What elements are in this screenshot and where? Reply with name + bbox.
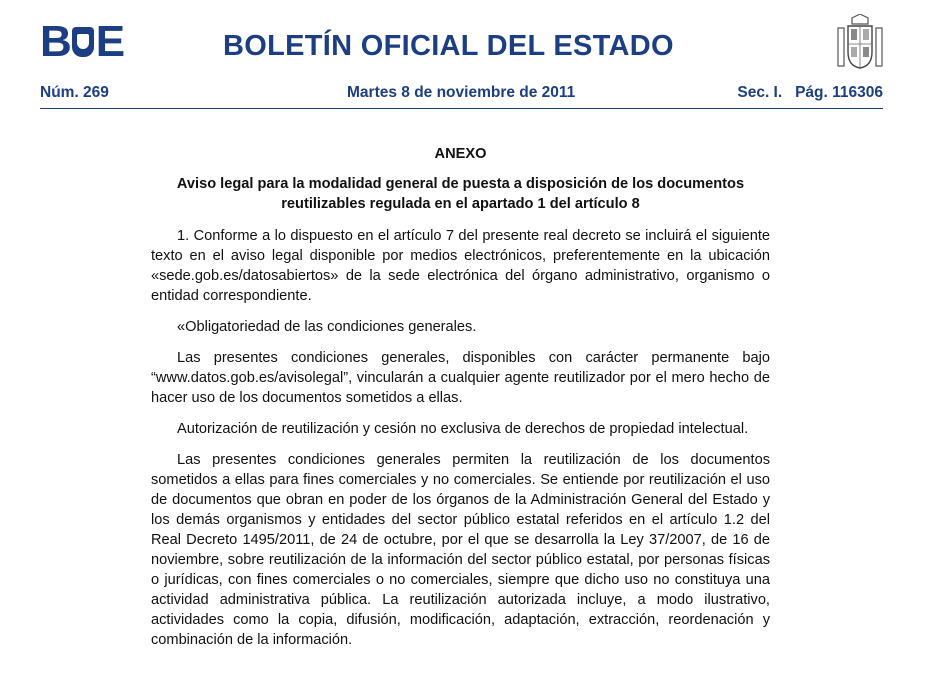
paragraph: Las presentes condiciones generales, disponibles con carácter permanente bajo “www.datos.gob.es/avisolegal”, vincularán a cualquier agente reutilizador por el mero hecho de hacer uso de los documentos sometidos a ellas.	[151, 350, 770, 406]
paragraph: Las presentes condiciones generales permiten la reutilización de los documentos sometidos a ellas para fines comerciales y no comerciales. Se entiende por reutilización el uso de documentos que obran en poder de los órganos de la Administración General del Estado y los demás organismos y entidades del sector público estatal referidos en el artículo 1.2 del Real Decreto 1495/2011, de 24 de octubre, por el que se desarrolla la Ley 37/2007, de 16 de noviembre, sobre reutilización de la información del sector público estatal, por personas físicas o jurídicas, con fines comerciales o no comerciales, siempre que dicho uso no constituya una actividad administrativa pública. La reutilización autorizada incluye, a modo ilustrativo, actividades como la copia, difusión, modificación, adaptación, extracción, reordenación y combinación de la información.	[151, 452, 770, 648]
section-page: Sec. I. Pág. 116306	[737, 84, 883, 101]
paragraph: Autorización de reutilización y cesión no exclusiva de derechos de propiedad intelectual.	[177, 421, 749, 437]
boe-logo-icon: B E	[40, 17, 124, 66]
issue-meta-bar	[40, 84, 883, 106]
masthead	[38, 12, 886, 78]
issue-date: Martes 8 de noviembre de 2011	[347, 84, 576, 101]
paragraph: 1. Conforme a lo dispuesto en el artículo 7 del presente real decreto se incluirá el siguiente texto en el aviso legal disponible por medios electrónicos, preferentemente en la ubicación «sede.gob.es/datosabiertos» de la sede electrónica del órgano administrativo, organismo o entidad correspondiente.	[151, 228, 770, 304]
paragraph: «Obligatoriedad de las condiciones generales.	[177, 319, 477, 335]
issue-number: Núm. 269	[40, 84, 109, 101]
document-body	[151, 144, 770, 661]
annex-title: ANEXO	[434, 146, 487, 162]
annex-heading: Aviso legal para la modalidad general de puesta a disposición de los documentos reutilizables regulada en el apartado 1 del artículo 8	[176, 176, 745, 212]
spanish-coat-of-arms-icon	[834, 14, 886, 72]
publication-title: BOLETÍN OFICIAL DEL ESTADO	[223, 30, 674, 62]
header-divider	[40, 108, 883, 109]
